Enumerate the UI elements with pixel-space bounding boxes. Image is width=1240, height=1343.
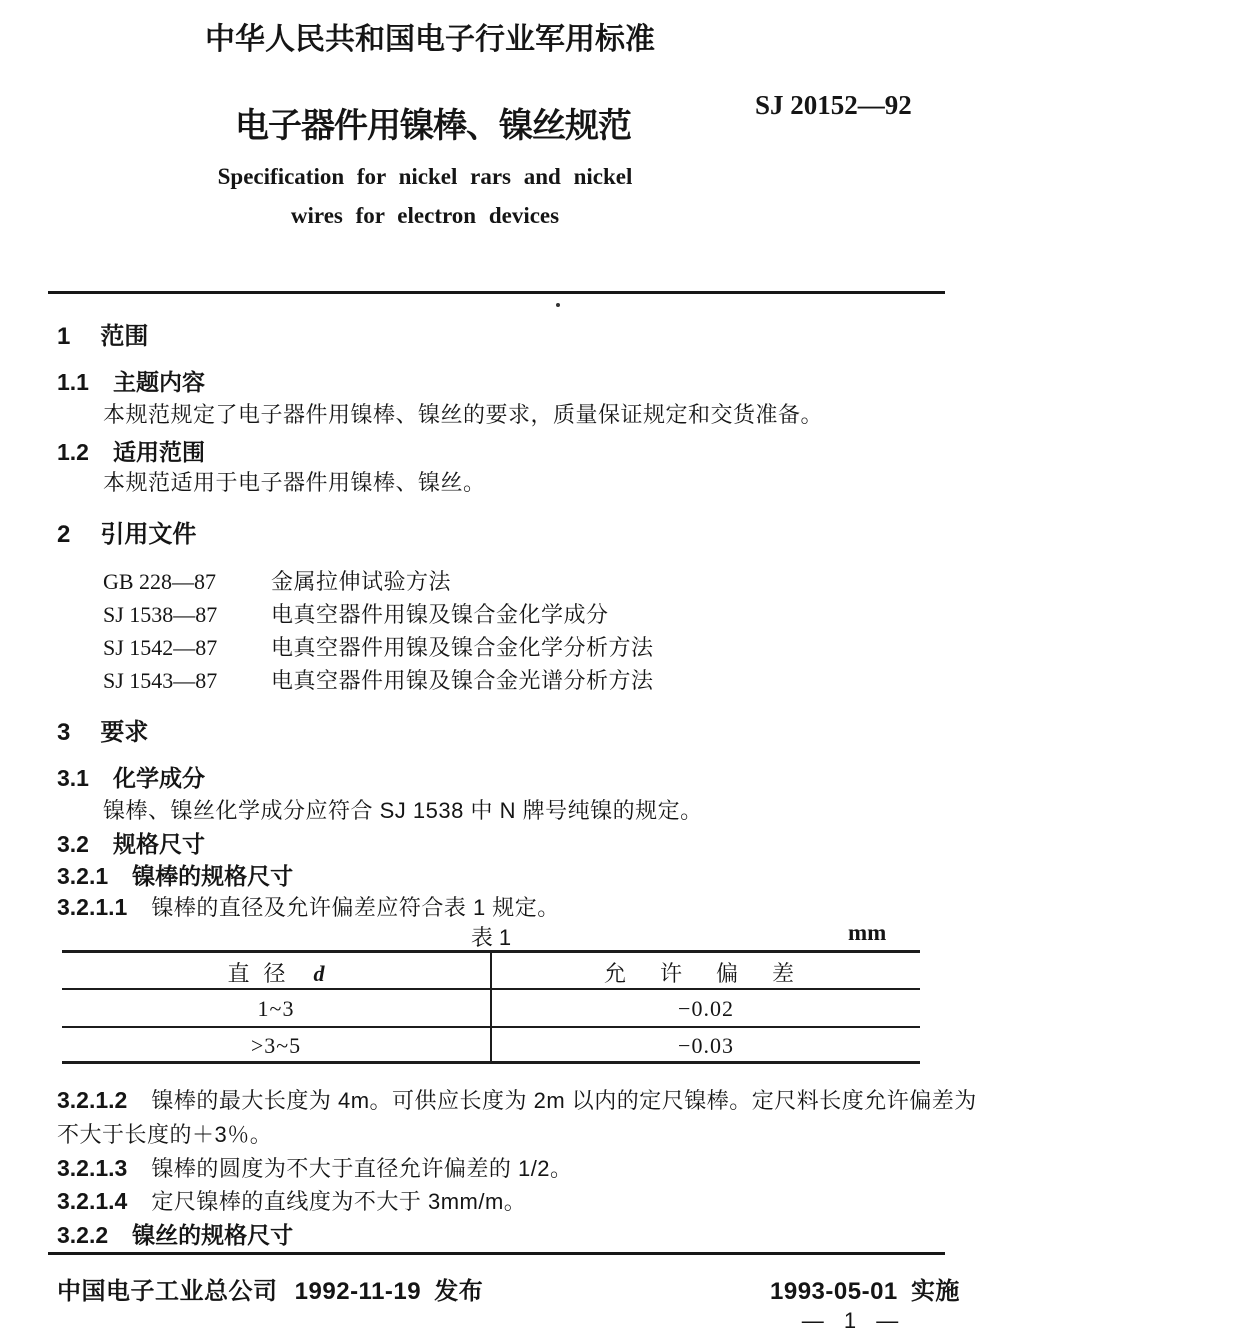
- reference-item: [103, 631, 654, 662]
- reference-code: SJ 1542—87: [103, 635, 218, 660]
- header-rule: [48, 291, 945, 294]
- section-3-1-number: 3.1: [57, 765, 89, 791]
- section-3-heading: [57, 712, 148, 747]
- footer-issue: [57, 1271, 483, 1306]
- document-title-cn: 电子器件用镍棒、镍丝规范: [235, 107, 631, 145]
- section-1-1-number: 1.1: [57, 369, 89, 395]
- section-3-2-1-1-number: 3.2.1.1: [57, 894, 128, 920]
- page-number: — 1 —: [801, 1308, 899, 1333]
- section-3-1-heading: [57, 760, 205, 793]
- reference-title: 电真空器件用镍及镍合金光谱分析方法: [271, 668, 654, 693]
- section-3-1-paragraph: 镍棒、镍丝化学成分应符合 SJ 1538 中 N 牌号纯镍的规定。: [103, 798, 703, 823]
- section-1-2-paragraph: 本规范适用于电子器件用镍棒、镍丝。: [103, 470, 486, 495]
- section-3-2-number: 3.2: [57, 831, 89, 857]
- section-1-heading: [57, 316, 148, 351]
- reference-title: 金属拉伸试验方法: [271, 569, 452, 594]
- table-1-row2-tolerance: −0.03: [678, 1033, 734, 1058]
- footer-issue-date: 1992-11-19: [294, 1278, 422, 1305]
- section-3-2-title: 规格尺寸: [112, 831, 205, 857]
- footer-impl-date: 1993-05-01: [770, 1278, 898, 1305]
- section-3-2-1-2-number: 3.2.1.2: [57, 1087, 128, 1113]
- table-1-col1-header: [62, 957, 490, 988]
- section-1-2-number: 1.2: [57, 439, 89, 465]
- reference-item: [103, 664, 654, 695]
- section-1-2-title: 适用范围: [112, 439, 205, 465]
- reference-item: [103, 598, 609, 629]
- section-3-2-heading: [57, 826, 205, 859]
- standard-type-heading: 中华人民共和国电子行业军用标准: [205, 23, 655, 56]
- section-2-heading: [57, 514, 196, 549]
- table-1-unit: mm: [848, 920, 887, 945]
- section-3-2-2-title: 镍丝的规格尺寸: [132, 1222, 294, 1248]
- section-1-1-paragraph: 本规范规定了电子器件用镍棒、镍丝的要求，质量保证规定和交货准备。: [103, 402, 824, 427]
- reference-item: [103, 565, 451, 596]
- footer-impl-label: 实施: [910, 1278, 960, 1305]
- section-3-2-1-4-text: 定尺镍棒的直线度为不大于 3mm/m。: [151, 1189, 527, 1214]
- table-1-row2-diameter: >3~5: [250, 1033, 302, 1058]
- section-3-2-1-4-heading: [57, 1185, 526, 1216]
- section-3-2-1-2-line1: 镍棒的最大长度为 4m。可供应长度为 2m 以内的定尺镍棒。定尺料长度允许偏差为: [151, 1088, 977, 1113]
- reference-code: SJ 1538—87: [103, 602, 218, 627]
- standard-number: SJ 20152—92: [755, 90, 912, 120]
- section-3-1-title: 化学成分: [112, 765, 205, 791]
- section-3-2-1-3-number: 3.2.1.3: [57, 1155, 128, 1181]
- section-3-2-1-heading: [57, 858, 293, 891]
- footer-implementation: [770, 1271, 960, 1306]
- table-1-row1-tolerance: −0.02: [678, 996, 734, 1021]
- section-3-2-1-title: 镍棒的规格尺寸: [132, 863, 294, 889]
- section-1-number: 1: [57, 323, 71, 350]
- section-1-1-heading: [57, 364, 205, 397]
- section-3-2-1-3-heading: [57, 1152, 573, 1183]
- section-3-2-2-number: 3.2.2: [57, 1222, 109, 1248]
- section-1-2-heading: [57, 434, 205, 467]
- section-3-title: 要求: [100, 719, 149, 746]
- document-title-en-line1: Specification for nickel rars and nickel: [217, 164, 633, 189]
- table-1-row1-diameter: 1~3: [257, 996, 295, 1021]
- section-2-title: 引用文件: [100, 521, 197, 548]
- section-1-1-title: 主题内容: [112, 369, 205, 395]
- section-3-2-1-2-heading: [57, 1084, 977, 1115]
- reference-code: GB 228—87: [103, 569, 217, 594]
- footer-rule: [48, 1252, 945, 1255]
- section-3-2-1-2-line2: 不大于长度的＋3％。: [57, 1122, 273, 1147]
- scan-speck: [556, 303, 560, 307]
- section-2-number: 2: [57, 521, 71, 548]
- footer-issue-label: 发布: [434, 1278, 484, 1305]
- section-3-2-1-1-heading: [57, 891, 560, 922]
- section-3-2-2-heading: [57, 1217, 293, 1250]
- section-1-title: 范围: [100, 323, 149, 350]
- table-1: [62, 950, 920, 1064]
- table-1-caption: 表 1: [470, 925, 512, 950]
- document-title-en-line2: wires for electron devices: [290, 203, 560, 228]
- section-3-2-1-3-text: 镍棒的圆度为不大于直径允许偏差的 1/2。: [151, 1156, 573, 1181]
- section-3-2-1-number: 3.2.1: [57, 863, 109, 889]
- col1-header-label: 直径: [227, 961, 300, 986]
- section-3-number: 3: [57, 719, 71, 746]
- col1-header-symbol: d: [313, 961, 325, 986]
- footer-issuer: 中国电子工业总公司: [57, 1278, 278, 1305]
- reference-title: 电真空器件用镍及镍合金化学分析方法: [271, 635, 654, 660]
- section-3-2-1-1-text: 镍棒的直径及允许偏差应符合表 1 规定。: [151, 895, 560, 920]
- reference-title: 电真空器件用镍及镍合金化学成分: [271, 602, 609, 627]
- section-3-2-1-4-number: 3.2.1.4: [57, 1188, 128, 1214]
- reference-code: SJ 1543—87: [103, 668, 218, 693]
- table-1-col2-header: 允许偏差: [603, 961, 828, 986]
